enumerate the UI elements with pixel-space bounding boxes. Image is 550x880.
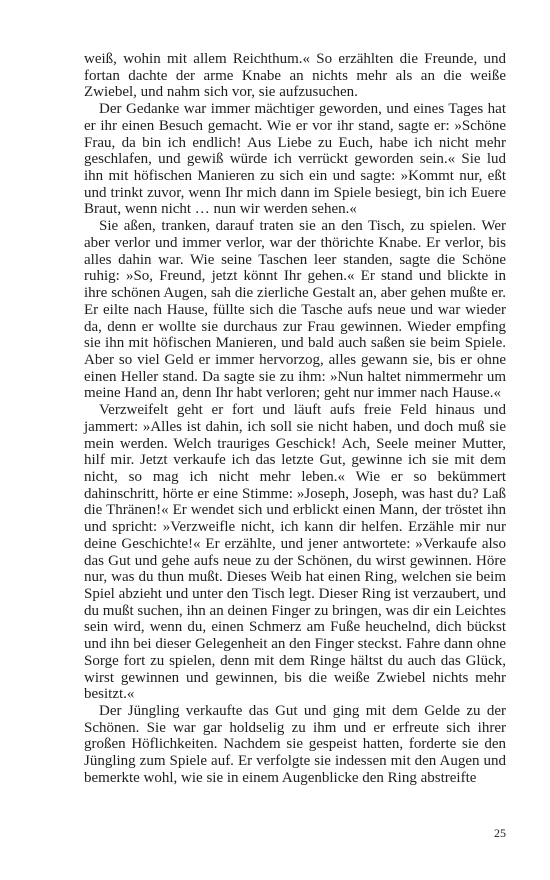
body-text	[84, 51, 506, 787]
paragraph: Der Gedanke war immer mächtiger geworden, und eines Tages hat er ihr einen Besuch gemacht. Wie er vor ihr stand, sagte er: »Schöne Frau, da bin ich endlich! Aus Liebe zu Euch, habe ich nicht mehr geschlafen, und gewiß würde ich verrückt geworden sein.« Sie lud ihn mit höfischen Manieren zu sich ein und sagte: »Kommt nur, eßt und trinkt zuvor, wenn Ihr mich dann im Spiele besiegt, bin ich Euere Braut, wenn nicht … nun wir werden sehen.«	[84, 101, 506, 218]
paragraph: Verzweifelt geht er fort und läuft aufs freie Feld hinaus und jammert: »Alles ist dahin, ich soll sie nicht haben, und doch muß sie mein werden. Welch trauriges Geschick! Ach, Seele meiner Mutter, hilf mir. Jetzt verkaufe ich das letzte Gut, gewinne ich sie mit dem nicht, so mag ich nicht mehr leben.« Wie er so bekümmert dahinschritt, hörte er eine Stimme: »Joseph, Joseph, was hast du? Laß die Thränen!« Er wendet sich und erblickt einen Mann, der tröstet ihn und spricht: »Verzweifle nicht, ich kann dir helfen. Erzähle mir nur deine Geschichte!« Er erzählte, und jener antwortete: »Verkaufe also das Gut und gehe aufs neue zu der Schönen, du wirst gewinnen. Höre nur, was du thun mußt. Dieses Weib hat einen Ring, welchen sie beim Spiel abzieht und unter den Tisch legt. Dieser Ring ist verzaubert, und du mußt suchen, ihn an deinen Finger zu bringen, was dir ein Leichtes sein wird, wenn du, einen Schmerz am Fuße heuchelnd, dich bückst und ihn bei dieser Gelegenheit an den Finger steckst. Fahre dann ohne Sorge fort zu spielen, denn mit dem Ringe hältst du auch das Glück, wirst gewinnen und gewinnen, bis die weiße Zwiebel nichts mehr besitzt.«	[84, 402, 506, 703]
paragraph: Sie aßen, tranken, darauf traten sie an den Tisch, zu spielen. Wer aber verlor und immer verlor, war der thörichte Knabe. Er verlor, bis alles dahin war. Wie seine Taschen leer standen, sagte die Schöne ruhig: »So, Freund, jetzt könnt Ihr gehen.« Er stand und blickte in ihre schönen Augen, sah die zierliche Gestalt an, aber gehen mußte er. Er eilte nach Hause, füllte sich die Tasche aufs neue und war wieder da, denn er wollte sie durchaus zur Frau gewinnen. Wieder empfing sie ihn mit höfischen Manieren, und bald auch saßen sie beim Spiele. Aber so viel Geld er immer hervorzog, alles gewann sie, bis er ohne einen Heller stand. Da sagte sie zu ihm: »Nun haltet nimmermehr um meine Hand an, denn Ihr habt verloren; geht nur immer nach Hause.«	[84, 218, 506, 402]
paragraph: Der Jüngling verkaufte das Gut und ging mit dem Gelde zu der Schönen. Sie war gar holdselig zu ihm und er erfreute sich ihrer großen Höflichkeiten. Nachdem sie gespeist hatten, forderte sie den Jüngling zum Spiele auf. Er verfolgte sie indessen mit den Augen und bemerkte wohl, wie sie in einem Augenblicke den Ring abstreifte	[84, 703, 506, 786]
page-number: 25	[494, 826, 506, 840]
paragraph: weiß, wohin mit allem Reichthum.« So erzählten die Freunde, und fortan dachte der arme Knabe an nichts mehr als an die weiße Zwiebel, und nahm sich vor, sie aufzusuchen.	[84, 51, 506, 101]
